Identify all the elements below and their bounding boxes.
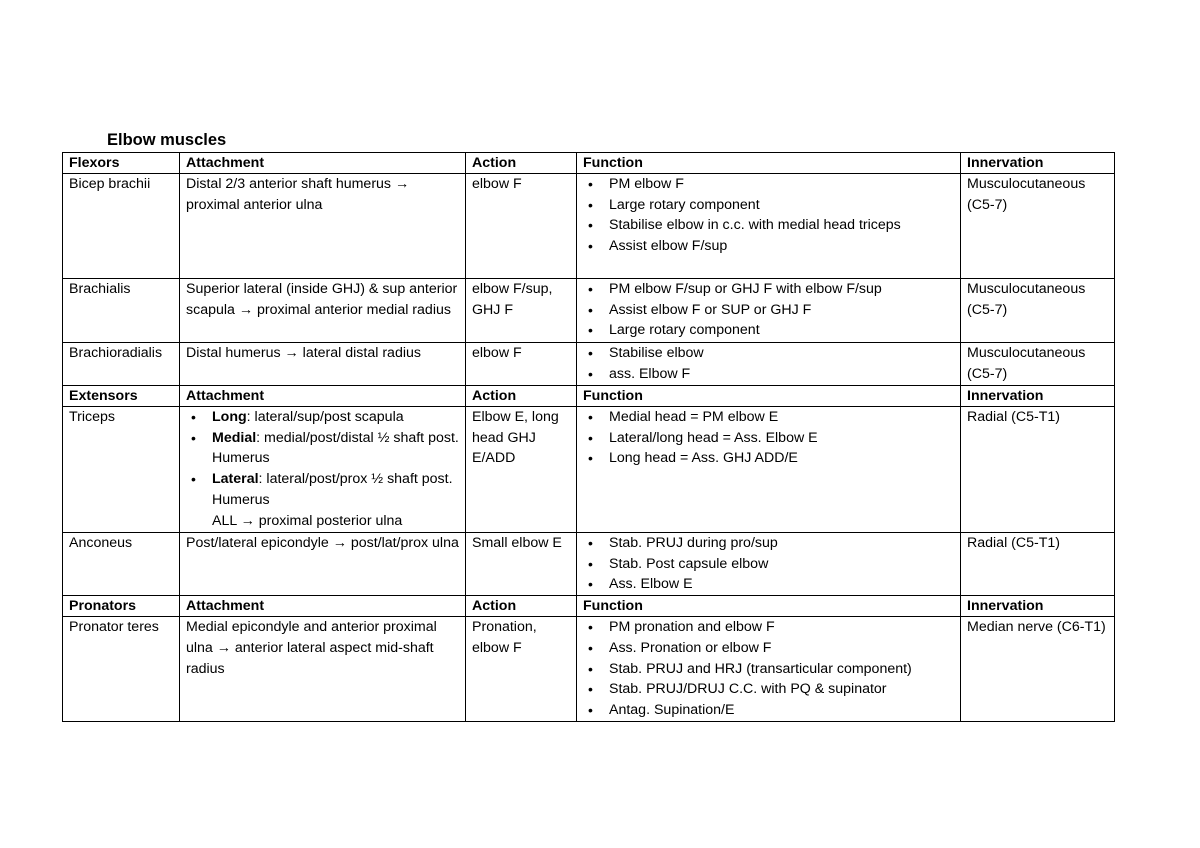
action-cell: elbow F <box>466 174 577 279</box>
page-title: Elbow muscles <box>107 131 227 149</box>
table-row <box>63 617 1115 722</box>
action-cell: Elbow E, long head GHJ E/ADD <box>466 407 577 533</box>
head-text: : lateral/post/prox ½ shaft post. Humerus <box>212 471 453 508</box>
action-header: Action <box>466 386 577 407</box>
innervation-cell: Musculocutaneous (C5-7) <box>961 174 1115 279</box>
innervation-cell: Radial (C5-T1) <box>961 407 1115 533</box>
elbow-muscles-table <box>62 152 1115 722</box>
attachment-cell: Medial epicondyle and anterior proximal ulna → anterior lateral aspect mid-shaft radius <box>180 617 466 722</box>
head-label: Long <box>212 409 247 425</box>
action-cell: Small elbow E <box>466 533 577 596</box>
table-row <box>63 279 1115 343</box>
function-item: • Stab. PRUJ/DRUJ C.C. with PQ & supinator <box>583 679 954 700</box>
muscle-name: Brachialis <box>63 279 180 343</box>
function-item: • Lateral/long head = Ass. Elbow E <box>583 428 954 449</box>
function-cell <box>577 533 961 596</box>
attachment-header: Attachment <box>180 386 466 407</box>
function-item: • Assist elbow F/sup <box>583 236 954 257</box>
section-header-pronators <box>63 596 1115 617</box>
function-item: • Stab. PRUJ and HRJ (transarticular component) <box>583 659 954 680</box>
attachment-item <box>186 407 459 428</box>
innervation-cell: Musculocutaneous (C5-7) <box>961 279 1115 343</box>
table-row <box>63 533 1115 596</box>
function-item: • Ass. Pronation or elbow F <box>583 638 954 659</box>
function-cell <box>577 174 961 279</box>
function-cell <box>577 617 961 722</box>
function-item: • ass. Elbow F <box>583 364 954 385</box>
function-item: • PM pronation and elbow F <box>583 617 954 638</box>
section-header-extensors <box>63 386 1115 407</box>
action-cell: elbow F/sup, GHJ F <box>466 279 577 343</box>
function-item: • Large rotary component <box>583 195 954 216</box>
muscle-name: Bicep brachii <box>63 174 180 279</box>
table-row <box>63 343 1115 386</box>
group-header: Extensors <box>63 386 180 407</box>
function-item: • Antag. Supination/E <box>583 700 954 721</box>
function-cell <box>577 343 961 386</box>
attachment-note: ALL → proximal posterior ulna <box>212 512 403 529</box>
attachment-cell: Distal humerus → lateral distal radius <box>180 343 466 386</box>
group-header: Flexors <box>63 153 180 174</box>
group-header: Pronators <box>63 596 180 617</box>
muscle-name: Brachioradialis <box>63 343 180 386</box>
function-header: Function <box>577 386 961 407</box>
function-item: • PM elbow F <box>583 174 954 195</box>
function-item: • Stab. PRUJ during pro/sup <box>583 533 954 554</box>
head-text: : medial/post/distal ½ shaft post. Humerus <box>212 429 459 467</box>
innervation-cell: Radial (C5-T1) <box>961 533 1115 596</box>
attachment-cell <box>180 407 466 533</box>
action-header: Action <box>466 596 577 617</box>
attachment-item <box>186 469 459 510</box>
function-item: • Large rotary component <box>583 320 954 341</box>
function-header: Function <box>577 153 961 174</box>
attachment-item <box>186 428 459 469</box>
function-item: • Stab. Post capsule elbow <box>583 554 954 575</box>
muscle-name: Triceps <box>63 407 180 533</box>
head-label: Medial <box>212 429 257 446</box>
attachment-header: Attachment <box>180 153 466 174</box>
table-row <box>63 174 1115 279</box>
attachment-cell: Distal 2/3 anterior shaft humerus → proximal anterior ulna <box>180 174 466 279</box>
innervation-cell: Musculocutaneous (C5-7) <box>961 343 1115 386</box>
innervation-header: Innervation <box>961 386 1115 407</box>
table-row <box>63 407 1115 533</box>
action-header: Action <box>466 153 577 174</box>
innervation-header: Innervation <box>961 153 1115 174</box>
function-item: • Stabilise elbow <box>583 343 954 364</box>
attachment-cell: Post/lateral epicondyle → post/lat/prox ulna <box>180 533 466 596</box>
attachment-cell: Superior lateral (inside GHJ) & sup anterior scapula → proximal anterior medial radius <box>180 279 466 343</box>
function-item: • Long head = Ass. GHJ ADD/E <box>583 448 954 469</box>
function-item: • Stabilise elbow in c.c. with medial head triceps <box>583 215 954 236</box>
function-cell <box>577 279 961 343</box>
function-item: • Medial head = PM elbow E <box>583 407 954 428</box>
head-label: Lateral <box>212 471 259 488</box>
function-header: Function <box>577 596 961 617</box>
function-item: • PM elbow F/sup or GHJ F with elbow F/sup <box>583 279 954 300</box>
function-item: • Assist elbow F or SUP or GHJ F <box>583 300 954 321</box>
action-cell: Pronation, elbow F <box>466 617 577 722</box>
attachment-header: Attachment <box>180 596 466 617</box>
section-header-flexors <box>63 153 1115 174</box>
muscle-name: Pronator teres <box>63 617 180 722</box>
head-text: : lateral/sup/post scapula <box>246 409 404 425</box>
innervation-header: Innervation <box>961 596 1115 617</box>
function-item: • Ass. Elbow E <box>583 574 954 595</box>
innervation-cell: Median nerve (C6-T1) <box>961 617 1115 722</box>
function-cell <box>577 407 961 533</box>
muscle-name: Anconeus <box>63 533 180 596</box>
action-cell: elbow F <box>466 343 577 386</box>
